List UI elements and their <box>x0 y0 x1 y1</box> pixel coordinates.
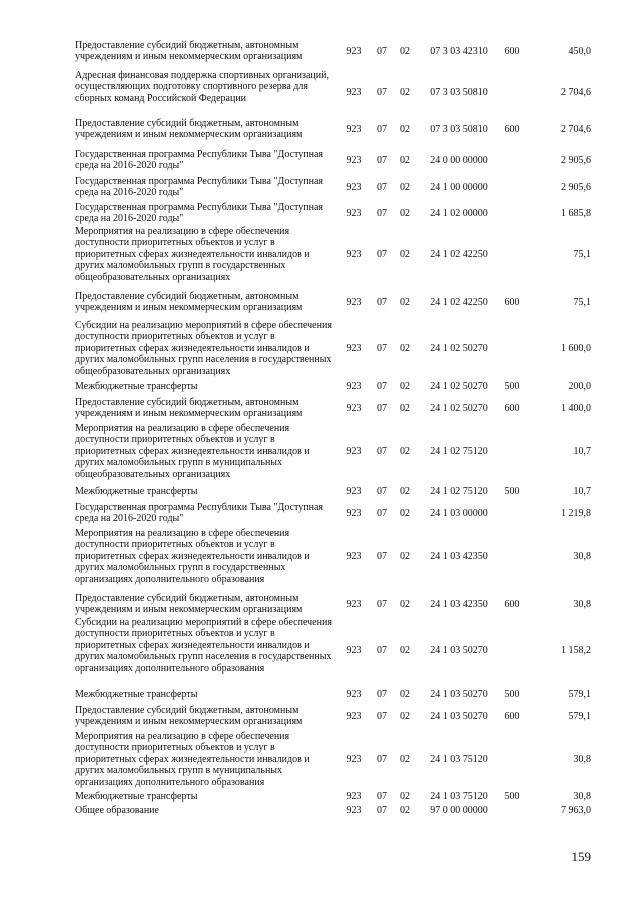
admin-code: 923 <box>346 46 362 57</box>
row-name: Субсидии на реализацию мероприятий в сфере обеспечения доступности приоритетных объектов и услуг в приоритетных сферах жизнедеятельности инвалидов и других маломобильных групп населения в государственных общеобразовательных организациях <box>75 320 332 377</box>
admin-code: 923 <box>346 486 362 497</box>
expense-type-code: 500 <box>504 689 520 700</box>
amount: 1 219,8 <box>561 508 591 519</box>
row-name: Государственная программа Республики Тыва "Доступная среда на 2016-2020 годы" <box>75 176 324 199</box>
target-article-code: 24 0 00 00000 <box>430 155 488 166</box>
amount: 30,8 <box>573 599 591 610</box>
section-code: 07 <box>377 403 387 414</box>
section-code: 07 <box>377 599 387 610</box>
target-article-code: 24 1 03 50270 <box>430 711 488 722</box>
expense-type-code: 600 <box>504 599 520 610</box>
admin-code: 923 <box>346 249 362 260</box>
row-name: Адресная финансовая поддержка спортивных организаций, осуществляющих подготовку спортивного резерва для сборных команд Российской Федерации <box>75 70 329 104</box>
row-name: Мероприятия на реализацию в сфере обеспечения доступности приоритетных объектов и услуг в приоритетных сферах жизнедеятельности инвалидов и других маломобильных групп в государственных организациях дополнительного образования <box>75 528 310 585</box>
subsection-code: 02 <box>400 182 410 193</box>
target-article-code: 97 0 00 00000 <box>430 805 488 816</box>
row-name: Мероприятия на реализацию в сфере обеспечения доступности приоритетных объектов и услуг в приоритетных сферах жизнедеятельности инвалидов и других маломобильных групп в муниципальных организациях дополнительного образования <box>75 731 310 788</box>
target-article-code: 24 1 03 42350 <box>430 551 488 562</box>
subsection-code: 02 <box>400 249 410 260</box>
subsection-code: 02 <box>400 343 410 354</box>
row-name: Мероприятия на реализацию в сфере обеспечения доступности приоритетных объектов и услуг в приоритетных сферах жизнедеятельности инвалидов и других маломобильных групп в государственных общеобразовательных организациях <box>75 226 310 283</box>
row-name: Межбюджетные трансферты <box>75 381 198 392</box>
amount: 30,8 <box>573 754 591 765</box>
section-code: 07 <box>377 124 387 135</box>
target-article-code: 24 1 02 42250 <box>430 297 488 308</box>
expense-type-code: 600 <box>504 124 520 135</box>
admin-code: 923 <box>346 87 362 98</box>
admin-code: 923 <box>346 508 362 519</box>
admin-code: 923 <box>346 599 362 610</box>
target-article-code: 07 3 03 42310 <box>430 46 488 57</box>
row-name: Предоставление субсидий бюджетным, автономным учреждениям и иным некоммерческим организациям <box>75 118 303 141</box>
admin-code: 923 <box>346 297 362 308</box>
subsection-code: 02 <box>400 46 410 57</box>
admin-code: 923 <box>346 645 362 656</box>
subsection-code: 02 <box>400 403 410 414</box>
section-code: 07 <box>377 486 387 497</box>
expense-type-code: 500 <box>504 486 520 497</box>
amount: 200,0 <box>568 381 591 392</box>
admin-code: 923 <box>346 791 362 802</box>
admin-code: 923 <box>346 403 362 414</box>
admin-code: 923 <box>346 689 362 700</box>
amount: 30,8 <box>573 551 591 562</box>
amount: 7 963,0 <box>561 805 591 816</box>
row-name: Государственная программа Республики Тыва "Доступная среда на 2016-2020 годы" <box>75 149 324 172</box>
subsection-code: 02 <box>400 381 410 392</box>
section-code: 07 <box>377 754 387 765</box>
section-code: 07 <box>377 155 387 166</box>
target-article-code: 24 1 02 50270 <box>430 403 488 414</box>
row-name: Предоставление субсидий бюджетным, автономным учреждениям и иным некоммерческим организациям <box>75 40 303 63</box>
amount: 579,1 <box>568 689 591 700</box>
section-code: 07 <box>377 508 387 519</box>
amount: 1 685,8 <box>561 208 591 219</box>
admin-code: 923 <box>346 754 362 765</box>
target-article-code: 24 1 02 50270 <box>430 343 488 354</box>
target-article-code: 24 1 02 75120 <box>430 486 488 497</box>
amount: 75,1 <box>573 297 591 308</box>
amount: 10,7 <box>573 486 591 497</box>
subsection-code: 02 <box>400 124 410 135</box>
section-code: 07 <box>377 446 387 457</box>
subsection-code: 02 <box>400 599 410 610</box>
amount: 2 704,6 <box>561 124 591 135</box>
expense-type-code: 600 <box>504 297 520 308</box>
admin-code: 923 <box>346 343 362 354</box>
row-name: Государственная программа Республики Тыва "Доступная среда на 2016-2020 годы" <box>75 502 324 525</box>
section-code: 07 <box>377 343 387 354</box>
section-code: 07 <box>377 208 387 219</box>
section-code: 07 <box>377 551 387 562</box>
section-code: 07 <box>377 87 387 98</box>
target-article-code: 24 1 03 75120 <box>430 754 488 765</box>
subsection-code: 02 <box>400 551 410 562</box>
target-article-code: 24 1 03 00000 <box>430 508 488 519</box>
target-article-code: 24 1 02 00000 <box>430 208 488 219</box>
target-article-code: 24 1 02 75120 <box>430 446 488 457</box>
subsection-code: 02 <box>400 689 410 700</box>
section-code: 07 <box>377 645 387 656</box>
admin-code: 923 <box>346 124 362 135</box>
subsection-code: 02 <box>400 87 410 98</box>
admin-code: 923 <box>346 805 362 816</box>
subsection-code: 02 <box>400 486 410 497</box>
section-code: 07 <box>377 297 387 308</box>
amount: 75,1 <box>573 249 591 260</box>
target-article-code: 24 1 03 50270 <box>430 689 488 700</box>
amount: 2 704,6 <box>561 87 591 98</box>
subsection-code: 02 <box>400 508 410 519</box>
section-code: 07 <box>377 689 387 700</box>
section-code: 07 <box>377 711 387 722</box>
subsection-code: 02 <box>400 791 410 802</box>
admin-code: 923 <box>346 182 362 193</box>
row-name: Субсидии на реализацию мероприятий в сфере обеспечения доступности приоритетных объектов и услуг в приоритетных сферах жизнедеятельности инвалидов и других маломобильных групп населения в государственных организациях дополнительного образования <box>75 617 332 674</box>
section-code: 07 <box>377 46 387 57</box>
admin-code: 923 <box>346 208 362 219</box>
subsection-code: 02 <box>400 446 410 457</box>
subsection-code: 02 <box>400 805 410 816</box>
section-code: 07 <box>377 249 387 260</box>
page-number: 159 <box>571 849 591 864</box>
admin-code: 923 <box>346 551 362 562</box>
subsection-code: 02 <box>400 711 410 722</box>
amount: 450,0 <box>568 46 591 57</box>
expense-type-code: 600 <box>504 711 520 722</box>
target-article-code: 24 1 02 50270 <box>430 381 488 392</box>
target-article-code: 07 3 03 50810 <box>430 124 488 135</box>
section-code: 07 <box>377 805 387 816</box>
subsection-code: 02 <box>400 297 410 308</box>
section-code: 07 <box>377 182 387 193</box>
target-article-code: 24 1 03 75120 <box>430 791 488 802</box>
amount: 2 905,6 <box>561 155 591 166</box>
row-name: Межбюджетные трансферты <box>75 689 198 700</box>
amount: 579,1 <box>568 711 591 722</box>
target-article-code: 07 3 03 50810 <box>430 87 488 98</box>
amount: 1 158,2 <box>561 645 591 656</box>
row-name: Межбюджетные трансферты <box>75 791 198 802</box>
target-article-code: 24 1 02 42250 <box>430 249 488 260</box>
amount: 1 400,0 <box>561 403 591 414</box>
expense-type-code: 500 <box>504 791 520 802</box>
expense-type-code: 600 <box>504 403 520 414</box>
subsection-code: 02 <box>400 754 410 765</box>
row-name: Государственная программа Республики Тыва "Доступная среда на 2016-2020 годы" <box>75 202 324 225</box>
row-name: Общее образование <box>75 805 159 816</box>
subsection-code: 02 <box>400 208 410 219</box>
amount: 30,8 <box>573 791 591 802</box>
admin-code: 923 <box>346 155 362 166</box>
target-article-code: 24 1 00 00000 <box>430 182 488 193</box>
section-code: 07 <box>377 791 387 802</box>
admin-code: 923 <box>346 711 362 722</box>
subsection-code: 02 <box>400 155 410 166</box>
expense-type-code: 600 <box>504 46 520 57</box>
subsection-code: 02 <box>400 645 410 656</box>
row-name: Предоставление субсидий бюджетным, автономным учреждениям и иным некоммерческим организациям <box>75 397 303 420</box>
target-article-code: 24 1 03 50270 <box>430 645 488 656</box>
row-name: Предоставление субсидий бюджетным, автономным учреждениям и иным некоммерческим организациям <box>75 593 303 616</box>
expense-type-code: 500 <box>504 381 520 392</box>
row-name: Предоставление субсидий бюджетным, автономным учреждениям и иным некоммерческим организациям <box>75 705 303 728</box>
amount: 10,7 <box>573 446 591 457</box>
row-name: Предоставление субсидий бюджетным, автономным учреждениям и иным некоммерческим организациям <box>75 291 303 314</box>
row-name: Межбюджетные трансферты <box>75 486 198 497</box>
admin-code: 923 <box>346 381 362 392</box>
admin-code: 923 <box>346 446 362 457</box>
amount: 2 905,6 <box>561 182 591 193</box>
target-article-code: 24 1 03 42350 <box>430 599 488 610</box>
row-name: Мероприятия на реализацию в сфере обеспечения доступности приоритетных объектов и услуг в приоритетных сферах жизнедеятельности инвалидов и других маломобильных групп в муниципальных общеобразовательных организациях <box>75 423 310 480</box>
section-code: 07 <box>377 381 387 392</box>
amount: 1 600,0 <box>561 343 591 354</box>
